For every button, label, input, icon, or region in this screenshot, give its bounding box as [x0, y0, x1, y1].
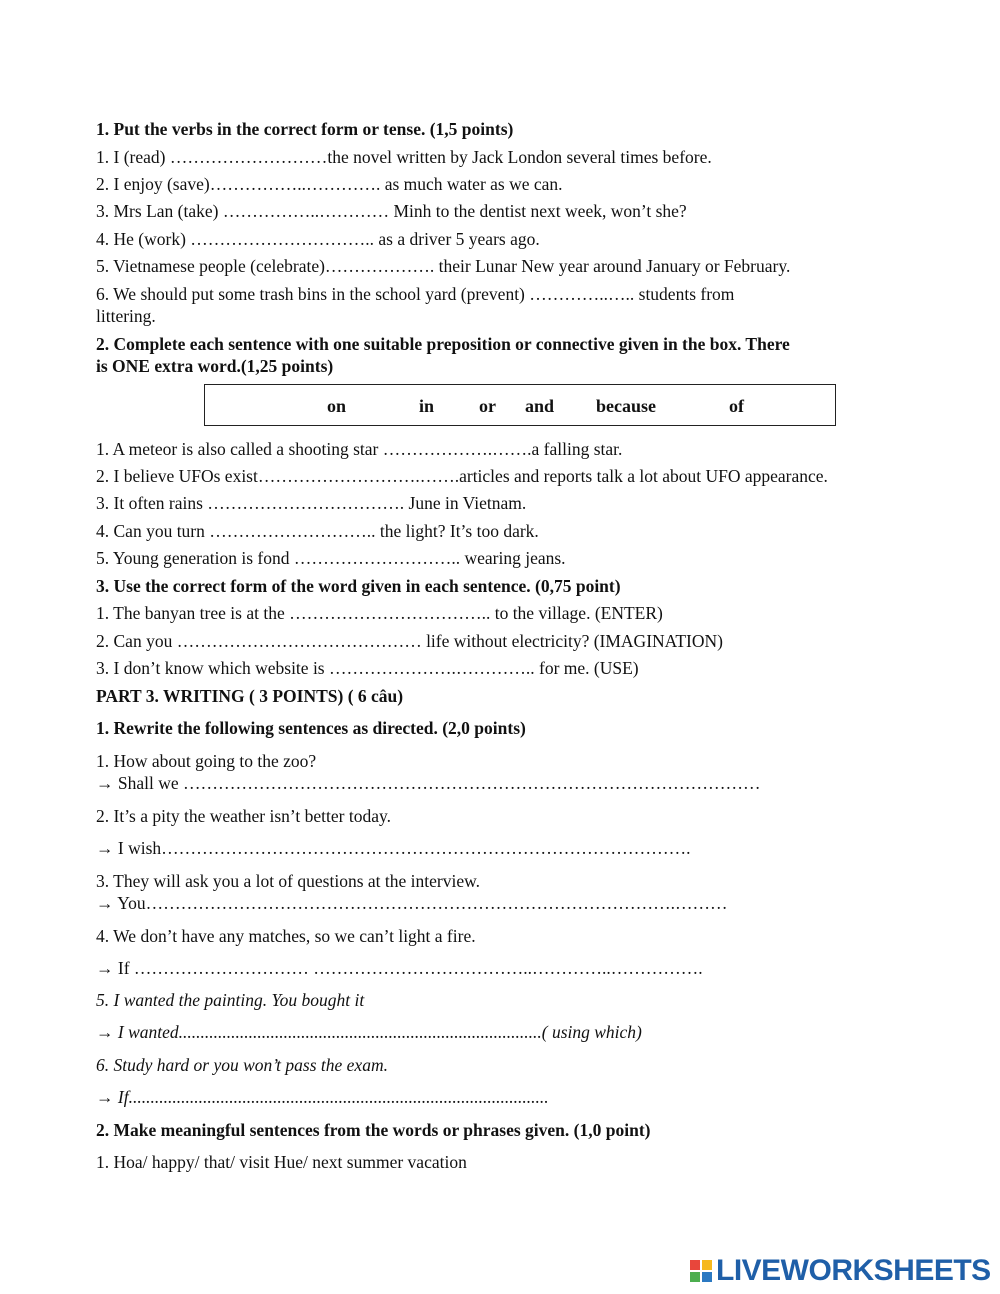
section1-item: 6. We should put some trash bins in the school yard (prevent) …………..….. students from: [96, 284, 735, 304]
section2-item: 5. Young generation is fond ……………………….. wearing jeans.: [96, 548, 566, 568]
word-box-item: because: [596, 396, 656, 416]
logo-grid-icon: [690, 1260, 712, 1282]
section1-item: 1. I (read) ………………………the novel written by Jack London several times before.: [96, 147, 712, 167]
section1-item: 5. Vietnamese people (celebrate)………………. their Lunar New year around January or February.: [96, 256, 791, 276]
rewrite-answer-line: → I wish……………………………………………………………………………….: [96, 838, 691, 858]
logo-square: [702, 1260, 712, 1270]
word-box-item: on: [327, 396, 347, 416]
section1-item: 4. He (work) ………………………….. as a driver 5 years ago.: [96, 229, 540, 249]
rewrite-question: 2. It’s a pity the weather isn’t better today.: [96, 806, 391, 826]
rewrite-question: 4. We don’t have any matches, so we can’t light a fire.: [96, 926, 476, 946]
section1-item: 3. Mrs Lan (take) ……………..………… Minh to the dentist next week, won’t she?: [96, 201, 687, 221]
section2-item: 2. I believe UFOs exist……………………….…….articles and reports talk a lot about UFO appearance.: [96, 466, 828, 486]
rewrite-answer-line: → If................................................................................................: [96, 1087, 549, 1107]
rewrite-question: 1. How about going to the zoo?: [96, 751, 317, 771]
meaningful-heading: 2. Make meaningful sentences from the words or phrases given. (1,0 point): [96, 1120, 651, 1140]
section2-heading-continued: is ONE extra word.(1,25 points): [96, 356, 334, 376]
section2-item: 1. A meteor is also called a shooting star ……………….…….a falling star.: [96, 439, 623, 459]
section3-item: 3. I don’t know which website is ………………….………….. for me. (USE): [96, 658, 639, 678]
section1-heading: 1. Put the verbs in the correct form or tense. (1,5 points): [96, 119, 514, 139]
word-box-item: of: [729, 396, 744, 416]
logo-square: [690, 1260, 700, 1270]
rewrite-answer-line: → If ………………………… ………………………………..…………..…………….: [96, 958, 703, 978]
section1-item: 2. I enjoy (save)……………..…………. as much water as we can.: [96, 174, 563, 194]
section3-item: 2. Can you …………………………………… life without electricity? (IMAGINATION): [96, 631, 723, 651]
section3-heading: 3. Use the correct form of the word given in each sentence. (0,75 point): [96, 576, 621, 596]
section2-heading: 2. Complete each sentence with one suitable preposition or connective given in the box. There: [96, 334, 790, 354]
section2-item: 4. Can you turn ……………………….. the light? It’s too dark.: [96, 521, 539, 541]
rewrite-question: 3. They will ask you a lot of questions at the interview.: [96, 871, 480, 891]
word-box-item: in: [419, 396, 435, 416]
rewrite-answer-line: → You……………………………………………………………………………….………: [96, 893, 728, 913]
section3-item: 1. The banyan tree is at the …………………………….. to the village. (ENTER): [96, 603, 663, 623]
rewrite-heading: 1. Rewrite the following sentences as directed. (2,0 points): [96, 718, 526, 738]
rewrite-question: 5. I wanted the painting. You bought it: [96, 990, 365, 1010]
section2-item: 3. It often rains ……………………………. June in Vietnam.: [96, 493, 527, 513]
liveworksheets-logo: [690, 1255, 991, 1287]
word-box-item: and: [525, 396, 555, 416]
word-box-item: or: [479, 396, 496, 416]
rewrite-answer-line: → I wanted...................................................................................( using which): [96, 1022, 642, 1042]
logo-square: [690, 1272, 700, 1282]
rewrite-question: 6. Study hard or you won’t pass the exam.: [96, 1055, 388, 1075]
part3-heading: PART 3. WRITING ( 3 POINTS) ( 6 câu): [96, 686, 404, 706]
section1-item-continued: littering.: [96, 306, 156, 326]
word-box: [204, 384, 836, 426]
rewrite-answer-line: → Shall we ………………………………………………………………………………………: [96, 773, 761, 793]
meaningful-item: 1. Hoa/ happy/ that/ visit Hue/ next summer vacation: [96, 1152, 467, 1172]
logo-square: [702, 1272, 712, 1282]
logo-text: LIVEWORKSHEETS: [716, 1254, 991, 1287]
